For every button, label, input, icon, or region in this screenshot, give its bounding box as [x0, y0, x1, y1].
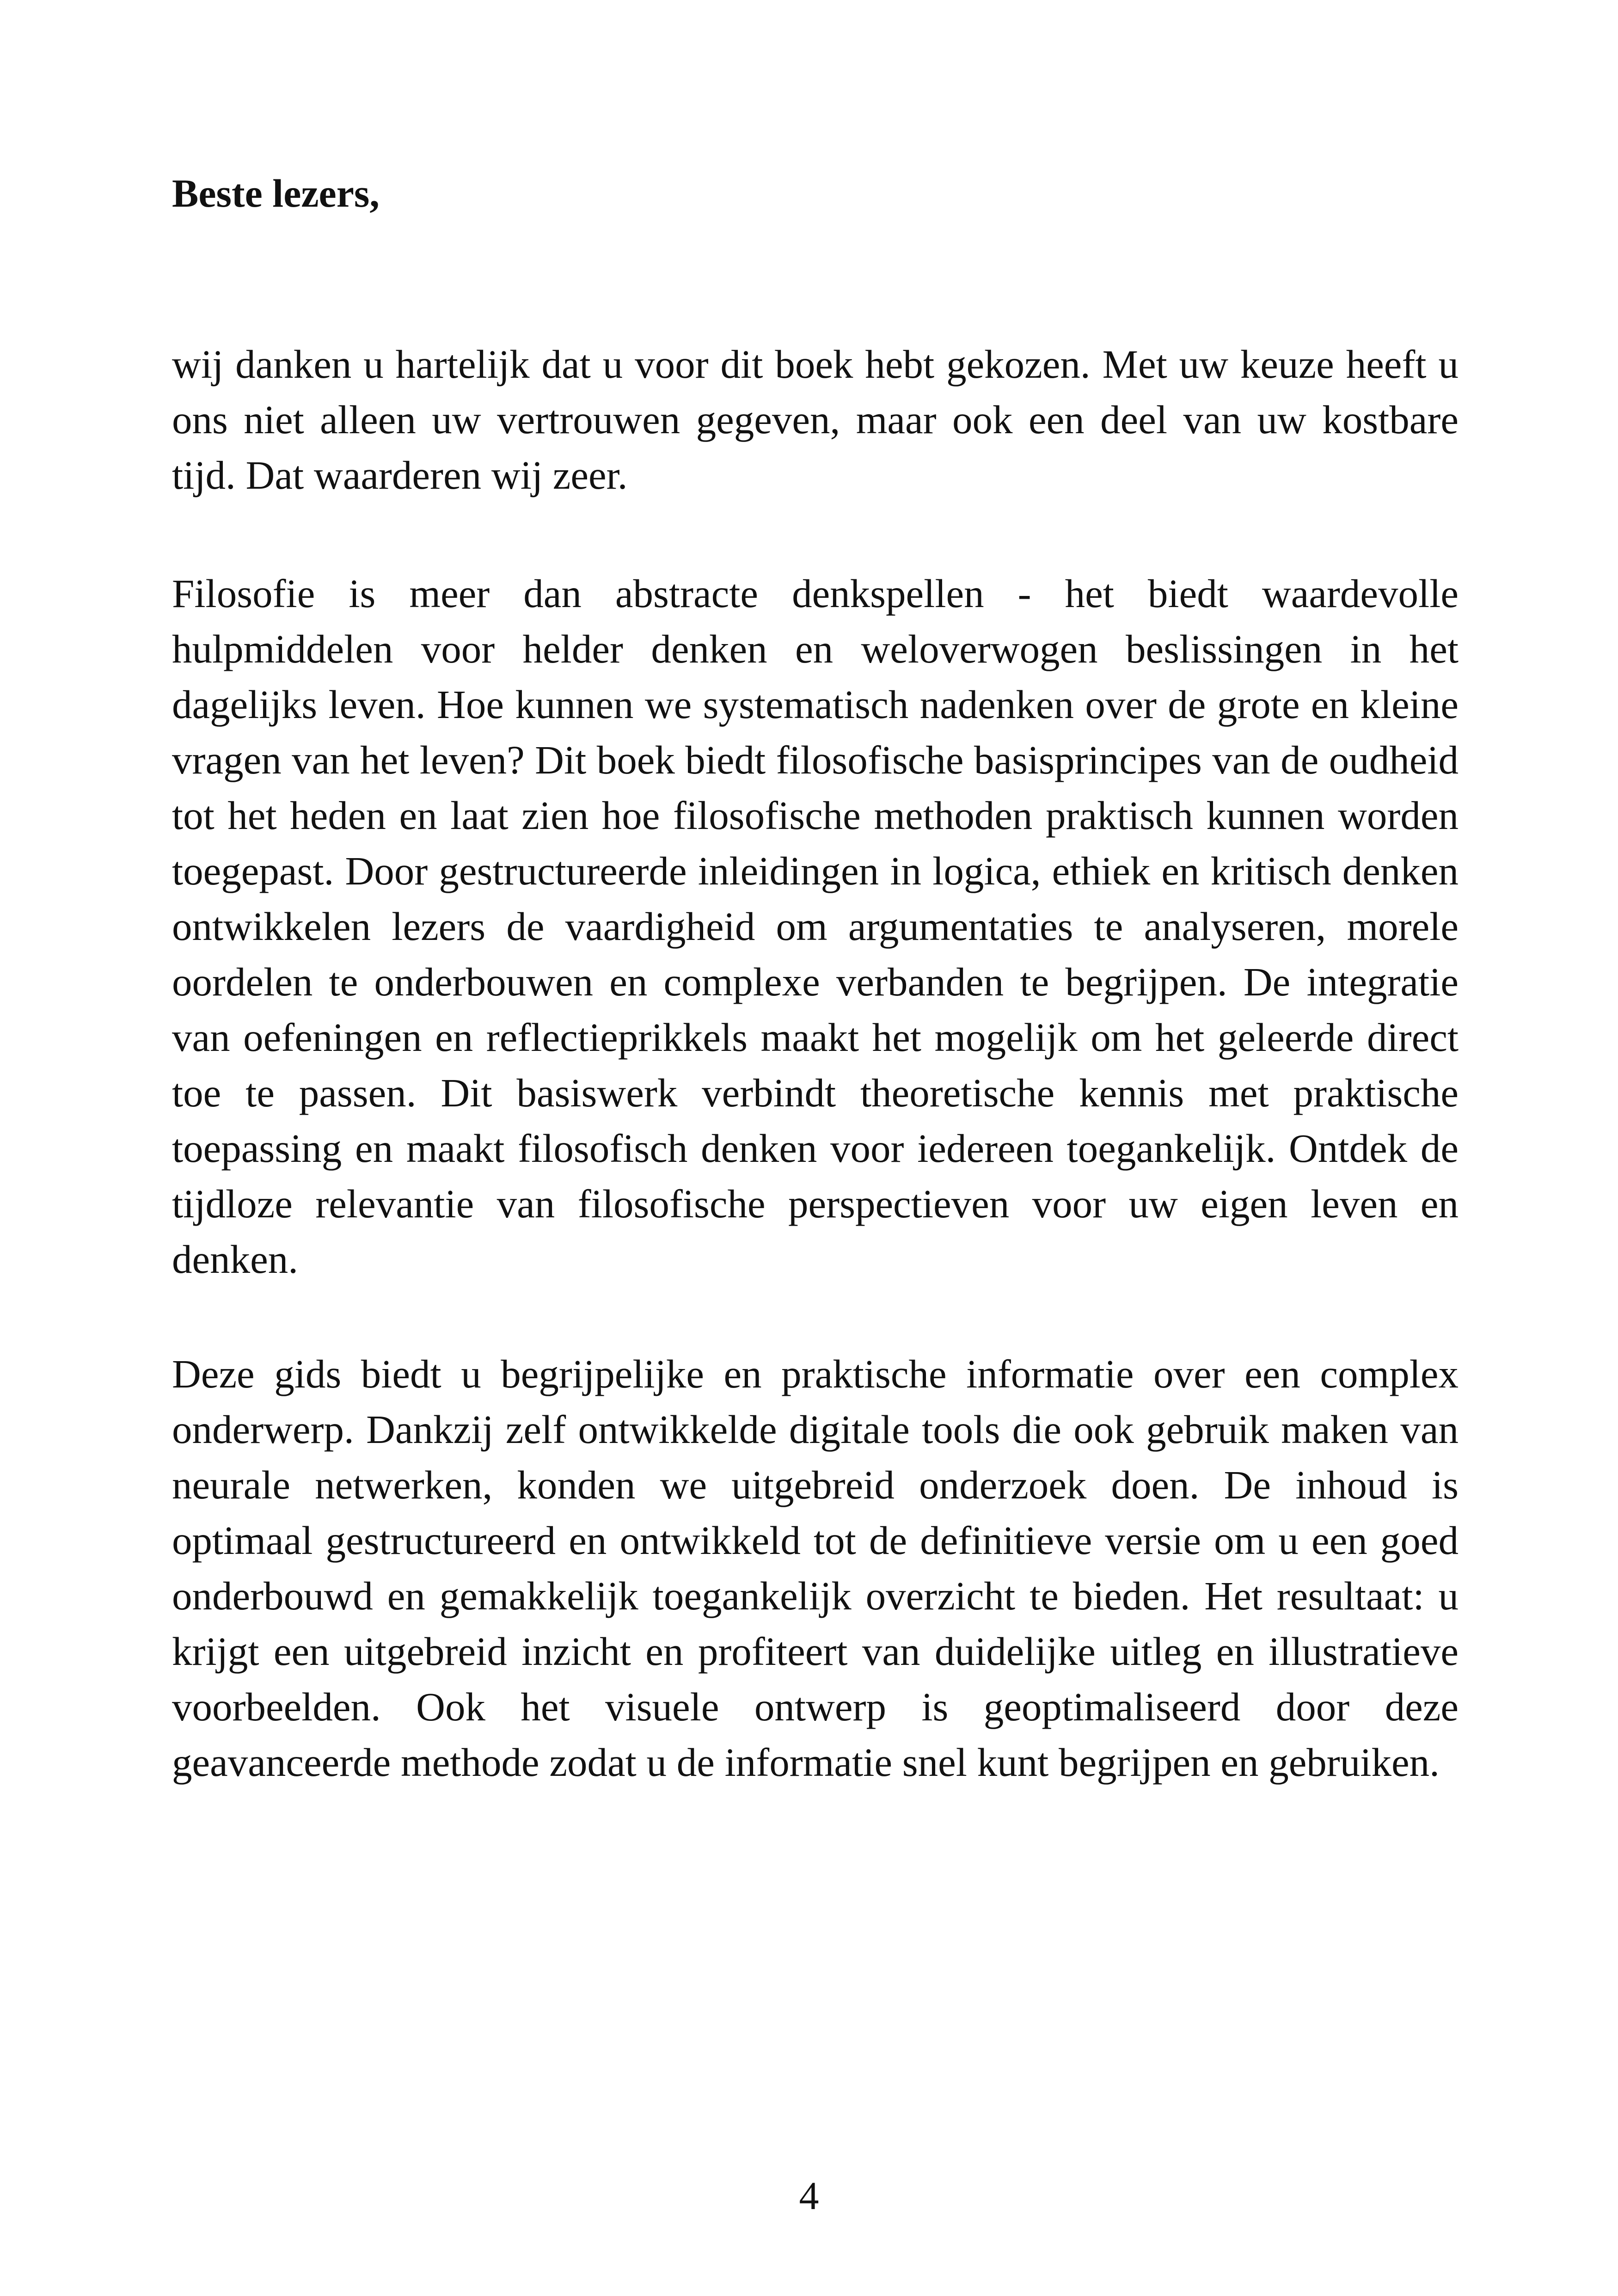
intro-paragraph: wij danken u hartelijk dat u voor dit boek hebt gekozen. Met uw keuze heeft u ons niet alleen uw vertrouwen gegeven, maar ook een deel van uw kostbare tijd. Dat waarderen wij zeer.	[172, 342, 1459, 497]
page-number: 4	[799, 2173, 819, 2218]
guide-paragraph: Deze gids biedt u begrijpelijke en praktische informatie over een complex onderwerp. Dankzij zelf ontwikkelde digitale tools die ook gebruik maken van neurale netwerken, konden we uitgebreid onderzoek doen. De inhoud is optimaal gestructureerd en ontwikkeld tot de definitieve versie om u een goed onderbouwd en gemakkelijk toegankelijk overzicht te bieden. Het resultaat: u krijgt een uitgebreid inzicht en profiteert van duidelijke uitleg en illustratieve voorbeelden. Ook het visuele ontwerp is geoptimaliseerd door deze geavanceerde methode zodat u de informatie snel kunt begrijpen en gebruiken.	[172, 1351, 1459, 1785]
salutation-heading: Beste lezers,	[172, 171, 380, 215]
philosophy-paragraph: Filosofie is meer dan abstracte denkspellen - het biedt waardevolle hulpmiddelen voor helder denken en weloverwogen beslissingen in het dagelijks leven. Hoe kunnen we systematisch nadenken over de grote en kleine vragen van het leven? Dit boek biedt filosofische basisprincipes van de oudheid tot het heden en laat zien hoe filosofische methoden praktisch kunnen worden toegepast. Door gestructureerde inleidingen in logica, ethiek en kritisch denken ontwikkelen lezers de vaardigheid om argumentaties te analyseren, morele oordelen te onderbouwen en complexe verbanden te begrijpen. De integratie van oefeningen en reflectieprikkels maakt het mogelijk om het geleerde direct toe te passen. Dit basiswerk verbindt theoretische kennis met praktische toepassing en maakt filosofisch denken voor iedereen toegankelijk. Ontdek de tijdloze relevantie van filosofische perspectieven voor uw eigen leven en denken.	[172, 571, 1459, 1282]
